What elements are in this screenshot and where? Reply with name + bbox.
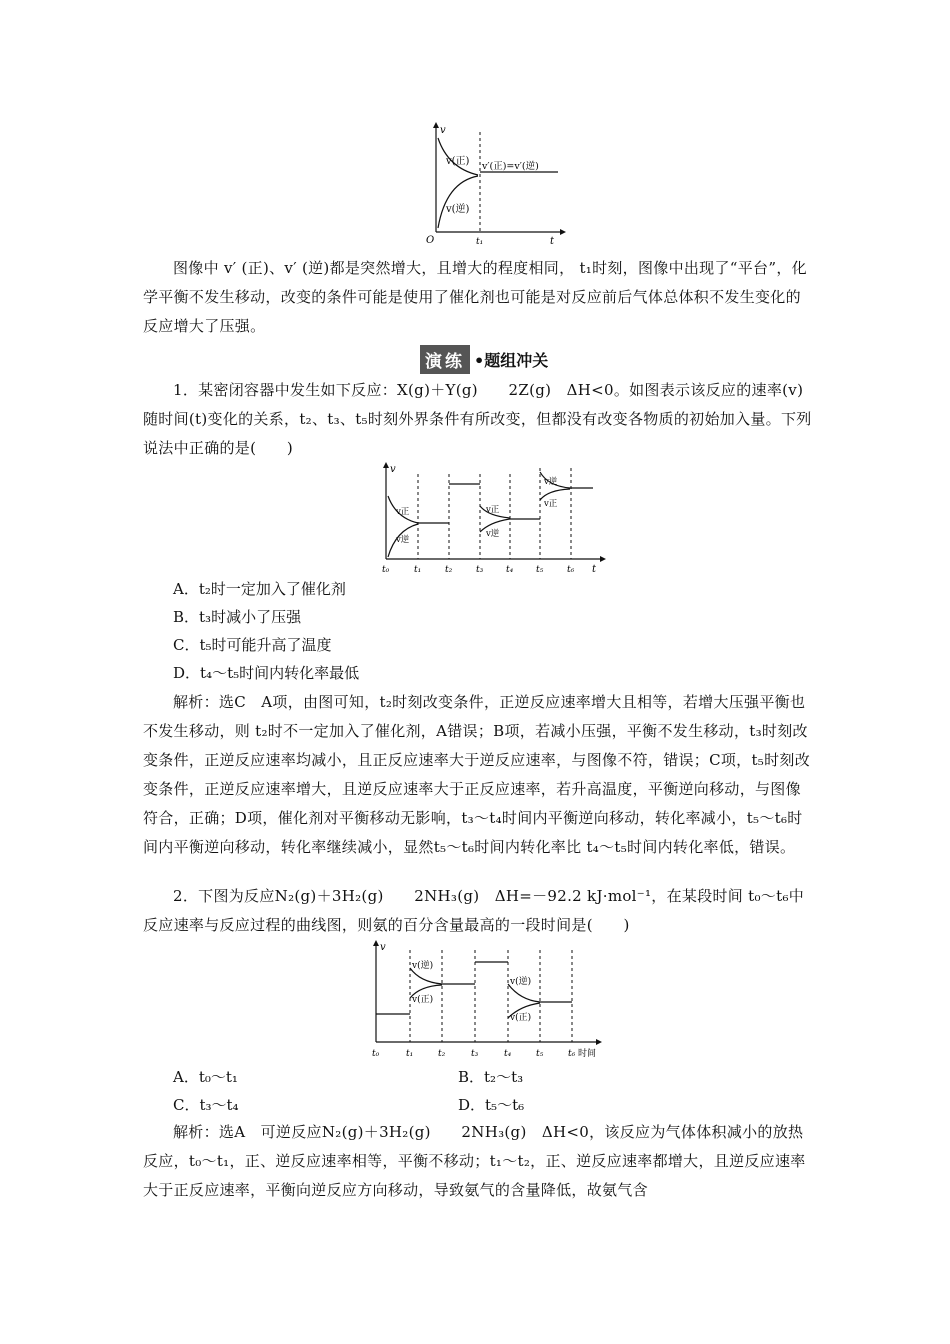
- q2-option-b: B．t₂～t₃: [458, 1068, 524, 1086]
- fig2-tick-t2: t₂: [445, 565, 453, 575]
- fig2-tick-t3: t₃: [476, 565, 484, 575]
- section-title: •题组冲关: [474, 350, 549, 370]
- fig1-t1: t₁: [476, 237, 484, 247]
- fig1-v-axis: v: [440, 125, 446, 136]
- fig1-v-zheng: v(正): [446, 156, 470, 167]
- figure-2-rate-time-graph: [370, 462, 610, 580]
- fig3-label-vz-1: v(正): [412, 995, 434, 1005]
- fig1-origin: O: [426, 235, 435, 246]
- q2-analysis: 解析：选A 可逆反应N₂(g)＋3H₂(g) 2NH₃(g) ΔH<0，该反应为气体体积减小的放热反应，t₀～t₁，正、逆反应速率相等，平衡不移动；t₁～t₂，正、逆反应速率都增大，且逆反应速率大于正反应速率，平衡向逆反应方向移动，导致氨气的含量降低，故氨气含: [143, 1123, 806, 1199]
- fig2-label-vn-1: v逆: [396, 535, 410, 545]
- q1-option-b: B．t₃时减小了压强: [173, 608, 302, 626]
- fig2-tick-t4: t₄: [506, 565, 514, 575]
- intro-paragraph: 图像中 v′ (正)、v′ (逆)都是突然增大，且增大的程度相同， t₁时刻，图像中出现了“平台”，化学平衡不发生移动，改变的条件可能是使用了催化剂也可能是对反应前后气体总体积不发生变化的反应增大了压强。: [143, 259, 807, 335]
- fig2-tick-t0: t₀: [382, 565, 390, 575]
- fig3-label-vn-1: v(逆): [412, 961, 434, 971]
- fig2-label-vn-2: v逆: [486, 529, 500, 539]
- figure-1-rate-time-graph: [410, 120, 570, 250]
- fig1-equal-label: v′(正)=v′(逆): [482, 161, 539, 172]
- q2-option-d: D．t₅～t₆: [458, 1096, 525, 1114]
- fig3-tick-t4: t₄: [504, 1049, 512, 1059]
- fig2-label-vz-2: v正: [486, 505, 500, 515]
- q1-analysis: 解析：选C A项，由图可知，t₂时刻改变条件，正逆反应速率增大且相等，若增大压强平衡也不发生移动，则 t₂时不一定加入了催化剂，A错误；B项，若减小压强，平衡不发生移动，t₃时刻改变条件，正逆反应速率均减小，且正反应速率大于逆反应速率，与图像不符，错误；C项，t₅时刻改变条件，正逆反应速率增大，且逆反应速率大于正反应速率，若升高温度，平衡逆向移动，与图像符合，正确；D项，催化剂对平衡移动无影响，t₃～t₄时间内平衡逆向移动，转化率减小，t₅～t₆时间内平衡逆向移动，转化率继续减小，显然t₅～t₆时间内转化率比 t₄～t₅时间内转化率低，错误。: [143, 693, 811, 856]
- q1-stem: 1．某密闭容器中发生如下反应：X(g)＋Y(g) 2Z(g) ΔH<0。如图表示该反应的速率(v)随时间(t)变化的关系，t₂、t₃、t₅时刻外界条件有所改变，但都没有改变各物质的初始加入量。下列说法中正确的是( ): [143, 381, 812, 457]
- fig3-label-vz-2: v(正): [510, 1013, 532, 1023]
- fig2-label-vn-3: v逆: [544, 477, 558, 487]
- fig1-t-axis: t: [550, 236, 555, 247]
- fig3-tick-t1: t₁: [406, 1049, 414, 1059]
- q2-option-a: A．t₀～t₁: [173, 1068, 238, 1086]
- fig2-label-vz-3: v正: [544, 499, 558, 509]
- q1-option-c: C．t₅时可能升高了温度: [173, 636, 332, 654]
- fig3-time-label: 时间: [578, 1049, 597, 1059]
- fig2-tick-t5: t₅: [536, 565, 544, 575]
- fig1-v-ni: v(逆): [446, 204, 470, 215]
- section-header: [420, 346, 548, 372]
- fig3-tick-t0: t₀: [372, 1049, 380, 1059]
- q2-stem: 2．下图为反应N₂(g)＋3H₂(g) 2NH₃(g) ΔH=－92.2 kJ·mol⁻¹，在某段时间 t₀～t₆中反应速率与反应过程的曲线图，则氨的百分含量最高的一段时间是( ): [143, 887, 805, 934]
- fig3-tick-t6: t₆: [568, 1049, 576, 1059]
- fig3-label-vn-2: v(逆): [510, 977, 532, 987]
- section-badge: 演练: [420, 345, 470, 374]
- fig3-tick-t2: t₂: [438, 1049, 446, 1059]
- fig2-v-axis: v: [390, 464, 396, 475]
- fig2-t-axis: t: [592, 564, 597, 575]
- fig2-label-vz-1: v正: [396, 507, 410, 517]
- fig2-tick-t1: t₁: [414, 565, 422, 575]
- fig2-tick-t6: t₆: [567, 565, 575, 575]
- fig3-tick-t5: t₅: [536, 1049, 544, 1059]
- q2-option-c: C．t₃～t₄: [173, 1096, 239, 1114]
- fig3-v-axis: v: [380, 942, 386, 953]
- q1-option-d: D．t₄～t₅时间内转化率最低: [173, 664, 360, 682]
- fig3-tick-t3: t₃: [471, 1049, 479, 1059]
- figure-3-rate-time-graph: [364, 940, 618, 1062]
- q1-option-a: A．t₂时一定加入了催化剂: [173, 580, 346, 598]
